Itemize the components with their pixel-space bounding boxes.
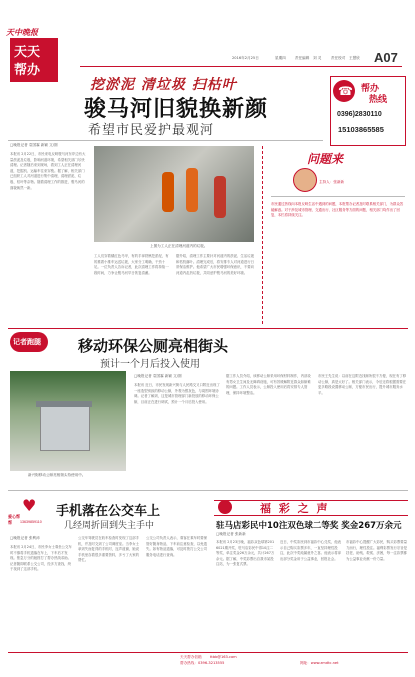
qa-rule [271,196,405,197]
footer-email[interactable]: ttbb@163.com [210,655,237,659]
hotline-badge [333,80,355,102]
lead-headline: 骏马河旧貌换新颜 [84,97,269,122]
mid-tag-label: 记者跑腿 [13,338,41,346]
bl-subhead: 几经周折回到失主手中 [64,521,155,531]
hotline-phone-1: 0396)2830110 [337,111,382,118]
lead-subhead: 希望市民爱护最观河 [88,123,215,138]
mid-subhead: 预计一个月后投入使用 [100,359,200,370]
lead-top-rule [8,140,323,141]
paper-name: 天中晚报 [6,27,38,37]
love-badge [8,496,54,532]
footer-mailbox-label: 天天帮办信箱 [180,655,202,659]
worker-figure [162,172,174,212]
qa-title: 问题来 [307,152,344,166]
hotline-phone-2: 15103865585 [338,125,384,134]
lead-photo-caption: 上图为工人正在清理河道内的垃圾。 [150,244,208,248]
lead-text-col2: 工人们穿着橘红色马甲，有的手拿铁锹挖淤泥，有的推着小推车运送垃圾，大家分工明确，干劲十足。一位负责人告诉记者，此次清理工作将持续一段时间，力争让骏马河早日恢复清澈。 [94,254,169,275]
mid-text-col3: 市民王先生说：以前在这附近找厕所很不方便，现在有了移动公厕，真是太好了。相关部门表示，今后还将根据需要在更多路段设置移动公厕，方便市民出行，提升城市服务水平。 [318,374,407,395]
bl-text-col3: 公交公司负责人表示，乘客在乘车时要保管好随身物品，下车前注意检查，以免遗失。如有物品遗落，可及时拨打公交公司服务电话进行查询。 [146,536,208,557]
qa-text: 市民通过热线向本报反映生活中遇到的问题，本报帮办记者及时联系相关部门，为群众答疑解惑。对于涉及城市管理、交通出行、社区服务等方面的问题，相关部门均作出了回复，本栏将持续关注。 [271,202,404,218]
lead-byline: □晚报记者 袁国霖 新颖 文/图 [10,143,58,147]
masthead-rule [80,66,402,67]
heart-icon: ♥ [22,496,37,515]
lead-text-col3: 据介绍，清理工作主要针对河道内的淤泥、生活垃圾和枯枝落叶。清理完成后，将安排专人对河道进行日常保洁维护。他希望广大市民增强环保意识，不要向河道内乱扔垃圾，共同爱护骏马河的美好环境。 [176,254,254,275]
br-byline: □晚报记者 张新新 [216,532,246,536]
host-avatar [293,168,317,192]
weekday: 星期四 [275,56,286,60]
column-title-line1: 天天 [14,45,41,60]
toilet-roof [36,401,92,407]
mid-text-col1: 本报讯 近日，市民发现新兴街与人民路交叉口附近出现了一座造型别致的移动公厕，外观为银灰色，与周围环境协调。记者了解到，这是城市管理部门新投放的移动环保公厕，目前正在进行调试，预计一个月后投入使用。 [134,383,220,404]
hotline-title-1: 帮办 [361,84,380,94]
footer-rule [8,652,408,653]
editor-label: 责任编辑 [295,56,310,60]
br-text-col1: 本报讯 2月23日晚，福彩双色球第2016021期开奖，驻马店彩民中得10注二等奖，单注奖金26万余元，共计267万余元。据了解，中奖彩票出自我市某投注站，为一张复式票。 [216,540,275,567]
toilet-kiosk [40,405,90,451]
mid-headline: 移动环保公厕亮相街头 [78,337,229,355]
footer-hotline: 帮办热线：0396-3213555 [180,661,225,665]
br-text-col3: 市福彩中心提醒广大彩民，购买彩票要量力而行，理性投注。福利彩票发行宗旨是扶老、助残、救孤、济困，每一注彩票都为公益事业贡献一份力量。 [346,540,408,561]
page-number: A07 [374,50,398,65]
bl-text-col1: 本报讯 2月24日，市民李女士乘坐公交车时不慎将手机遗落在车上，下车后才发现。焦急万分的她拨打了帮办热线求助。记者随即联系公交公司，经多方查找，终于找到了这部手机。 [10,545,72,572]
section-divider [8,328,408,329]
lead-text-col1: 本报讯 2月22日，市民来电反映骏马河东岸边有大量淤泥及垃圾，影响河道环境，希望相关部门尽快清理。记者随后来到现场，看到工人正在清理河道，挖掘机、运输车往来穿梭。据了解，相关部门已组织工人对河道进行集中清理，清理淤泥、垃圾、枯叶等杂物。随着清理工作的推进，骏马河的面貌焕然一新。 [10,152,86,190]
lead-photo [94,146,254,242]
lottery-logo [218,500,232,514]
qa-host: 主持人：张新新 [319,180,345,184]
footer-site[interactable]: 网址：www.zmdtc.net [300,661,339,665]
proof-name: 王慧欣 [349,56,360,60]
mid-photo-caption: 新兴街移动公厕亮相街头待使用中。 [28,473,86,477]
bl-headline: 手机落在公交车上 [56,504,161,519]
mid-photo [10,371,126,471]
lottery-banner-title: 福 彩 之 声 [260,502,330,515]
worker-figure [186,168,198,212]
hotline-box [330,76,406,146]
proof-label: 责任校对 [331,56,346,60]
bl-text-col2: 公交车驾驶员在收车检查时发现了这部手机，并及时交到了公司调度室。当李女士拿到失而复得的手机时，连声道谢，她说手机里存着很多重要资料，多亏了大家的帮忙。 [78,536,140,563]
phone-icon: ☎ [338,84,353,98]
lead-kicker: 挖淤泥 清垃圾 扫枯叶 [90,77,237,93]
mid-text-col2: 据工作人员介绍，该移动公厕采用环保材料制作，内部设有男女卫生间及无障碍设施，可有效缓解附近群众如厕难的问题。工作人员表示，公厕投入使用后将安排专人管理，保持环境整洁。 [226,374,311,395]
br-text-col2: 近日，中奖彩民到市福彩中心兑奖，他表示自己购买彩票多年，一直坚持理性投注，此次中奖纯属意外之喜。他表示将拿出部分奖金用于公益事业，回报社会。 [280,540,342,561]
hotline-title-2: 热线 [369,95,388,105]
worker-figure [214,176,226,218]
bl-byline: □晚报记者 张利沛 [10,536,40,540]
mid-byline: □晚报记者 袁国霖 新颖 文/图 [134,374,182,378]
section-divider-2 [8,490,408,491]
love-badge-phone: 13639859110 [20,520,42,524]
editor-name: 刘 灵 [313,56,322,60]
qa-box [262,146,409,324]
br-headline: 驻马店彩民中10注双色球二等奖 奖金267万余元 [216,521,402,531]
column-title-line2: 帮办 [14,63,41,78]
date-line: 2016年2月25日 [232,56,259,60]
love-badge-label: 爱心帮帮 [8,514,20,525]
